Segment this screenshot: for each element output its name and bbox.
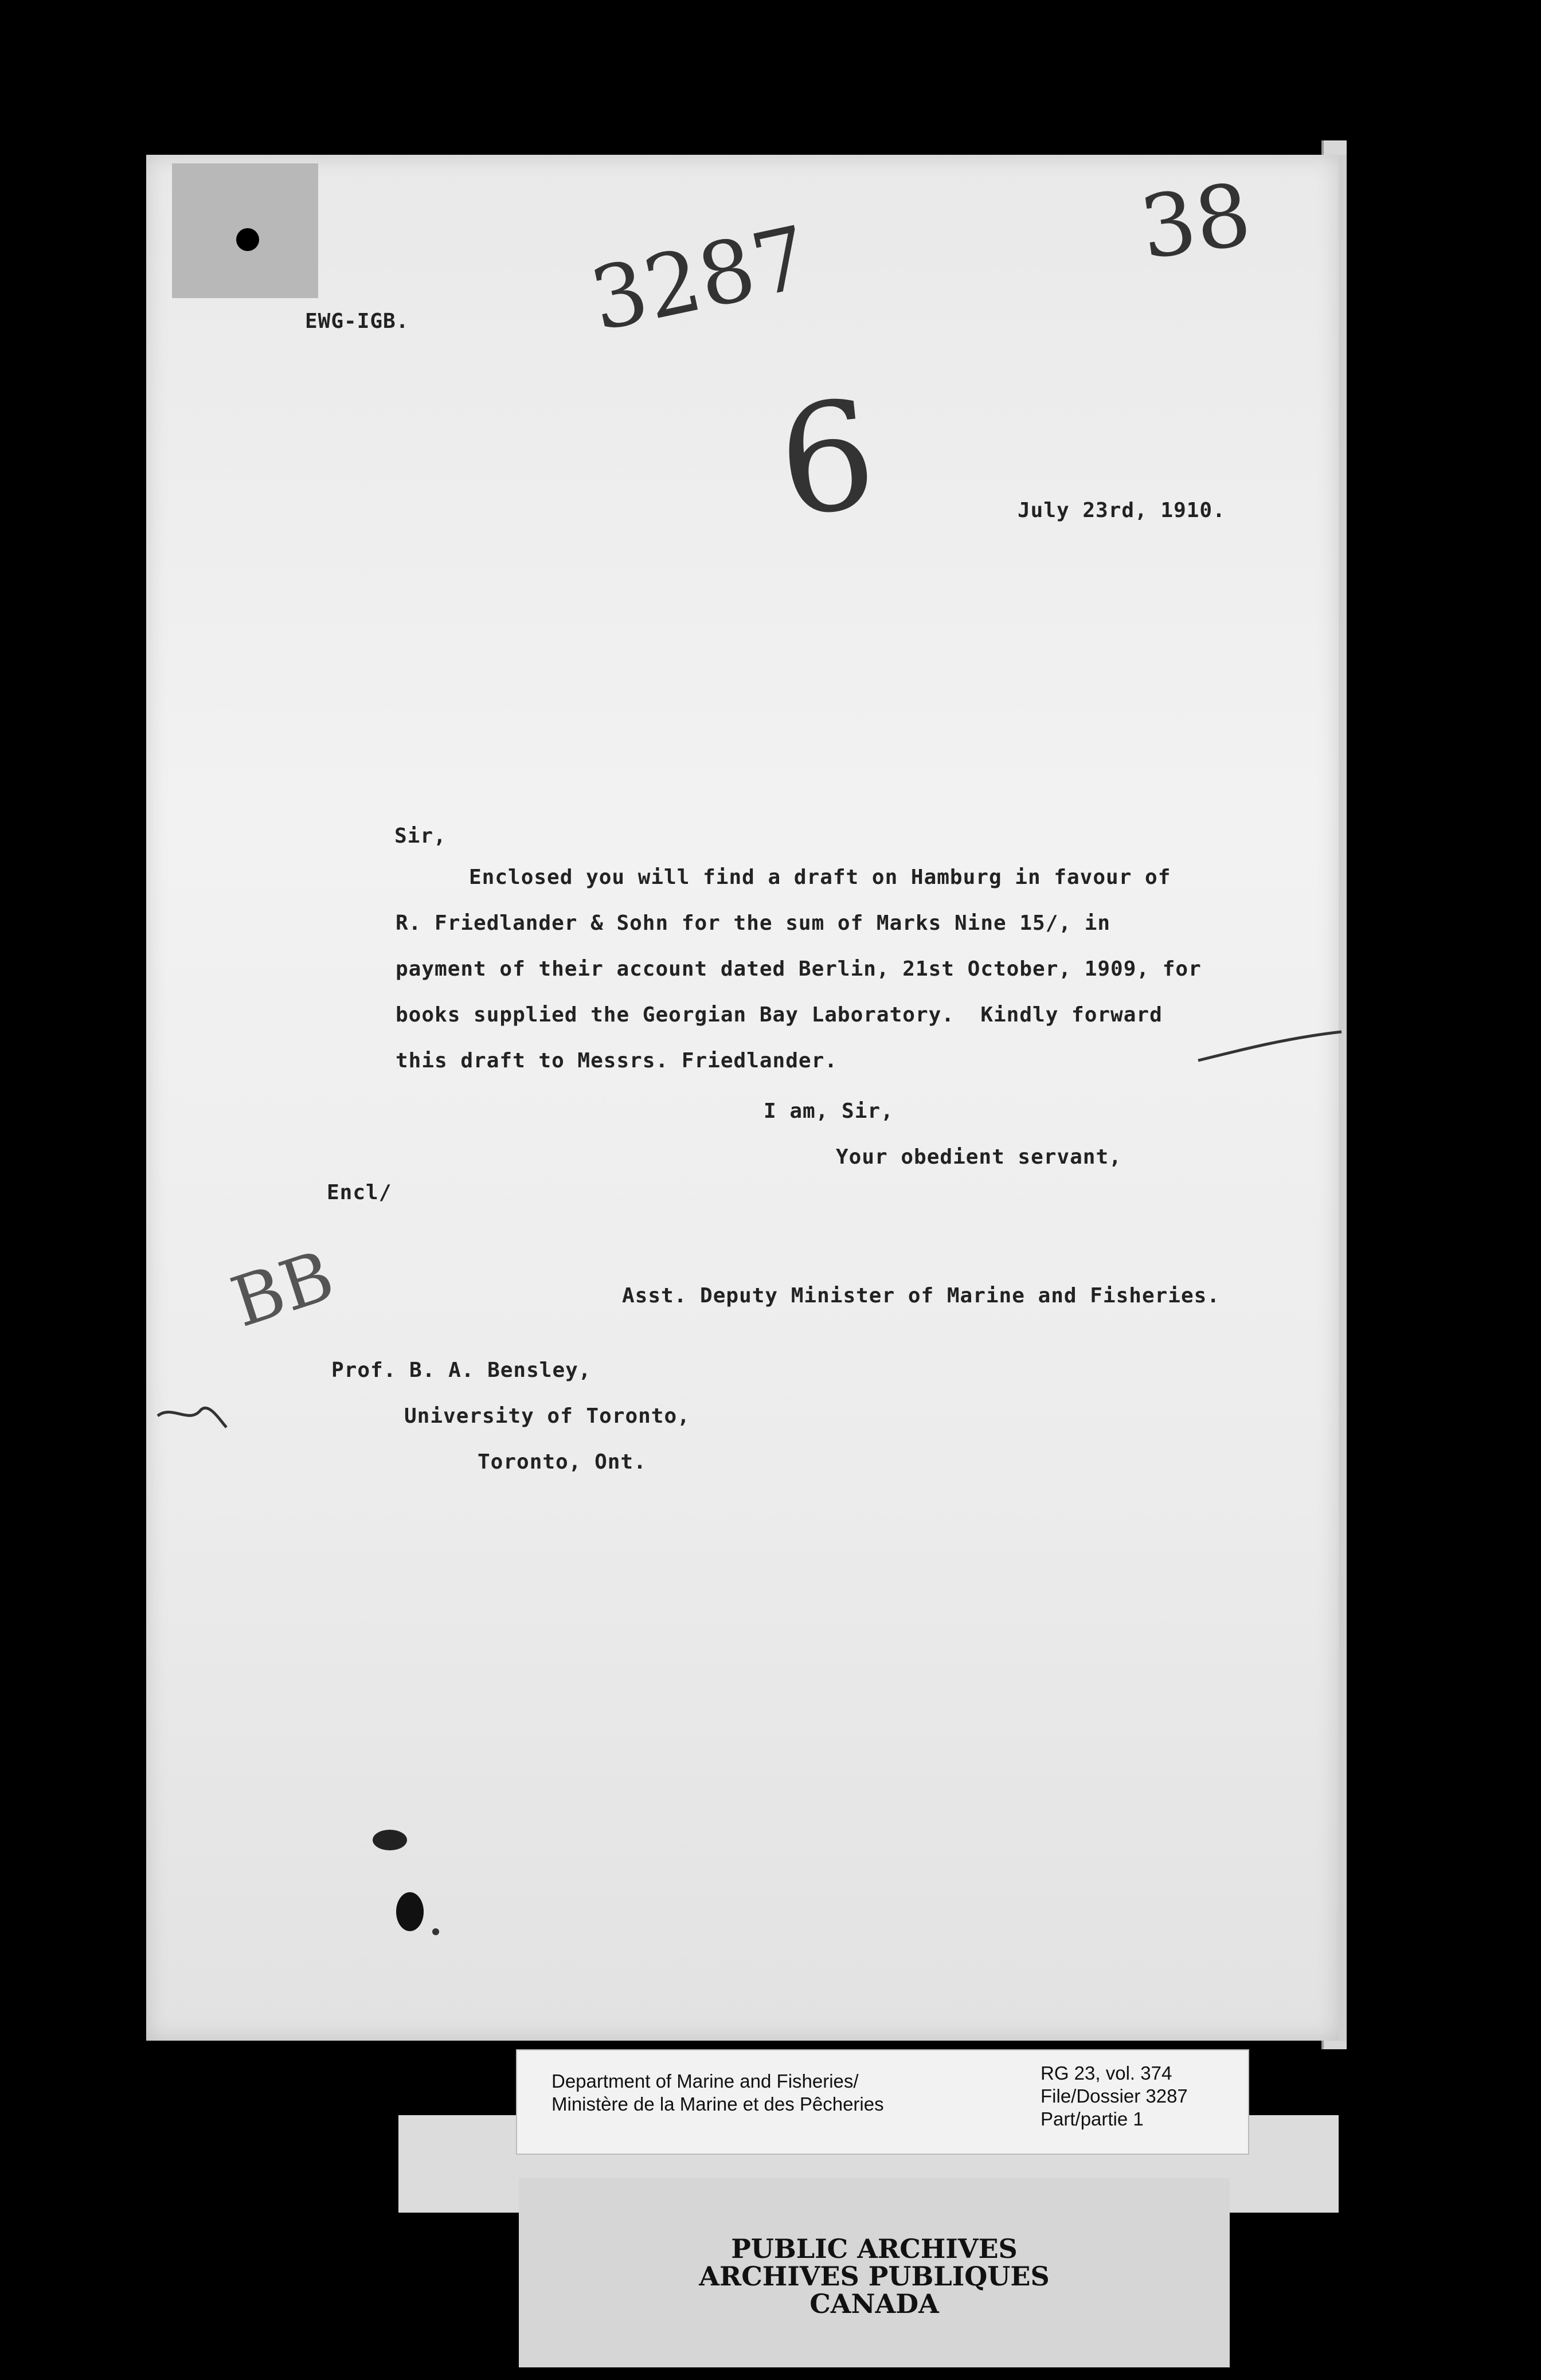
- body-line: R. Friedlander & Sohn for the sum of Marks Nine 15/, in: [396, 911, 1111, 935]
- body-line: Enclosed you will find a draft on Hamburg in favour of: [469, 866, 1171, 889]
- reference-code: EWG-IGB.: [305, 310, 409, 333]
- part-number: Part/partie 1: [1041, 2108, 1144, 2130]
- file-number: File/Dossier 3287: [1041, 2085, 1188, 2107]
- department-english: Department of Marine and Fisheries/: [552, 2070, 859, 2092]
- ink-blot: [355, 1811, 464, 1943]
- punch-hole: [236, 228, 259, 251]
- closing-line: I am, Sir,: [764, 1099, 894, 1123]
- handwritten-file-number: 3287: [582, 208, 818, 351]
- addressee-name: Prof. B. A. Bensley,: [331, 1359, 592, 1382]
- record-group: RG 23, vol. 374: [1041, 2062, 1172, 2084]
- department-french: Ministère de la Marine et des Pêcheries: [552, 2093, 884, 2115]
- handwritten-mark: 6: [770, 368, 883, 550]
- letter-date: July 23rd, 1910.: [1018, 499, 1226, 522]
- body-line: books supplied the Georgian Bay Laboratory. Kindly forward: [396, 1003, 1163, 1027]
- enclosure-note: Encl/: [327, 1181, 392, 1204]
- signatory-title: Asst. Deputy Minister of Marine and Fisheries.: [622, 1284, 1220, 1308]
- body-line: this draft to Messrs. Friedlander.: [396, 1049, 838, 1072]
- archives-stamp-line-3: CANADA: [809, 2288, 939, 2319]
- handwritten-page-number: 38: [1134, 165, 1257, 279]
- pen-stroke: [1192, 1020, 1347, 1072]
- handwritten-initials: BB: [222, 1236, 343, 1343]
- closing-line: Your obedient servant,: [836, 1145, 1122, 1169]
- addressee-institution: University of Toronto,: [404, 1404, 690, 1428]
- addressee-city: Toronto, Ont.: [478, 1450, 647, 1474]
- archives-stamp-line-2: ARCHIVES PUBLIQUES: [699, 2261, 1050, 2292]
- pen-mark: [155, 1399, 229, 1439]
- letter-sheet: [146, 155, 1347, 2041]
- salutation: Sir,: [394, 824, 447, 848]
- archives-stamp-line-1: PUBLIC ARCHIVES: [731, 2233, 1018, 2264]
- body-line: payment of their account dated Berlin, 21st October, 1909, for: [396, 957, 1202, 981]
